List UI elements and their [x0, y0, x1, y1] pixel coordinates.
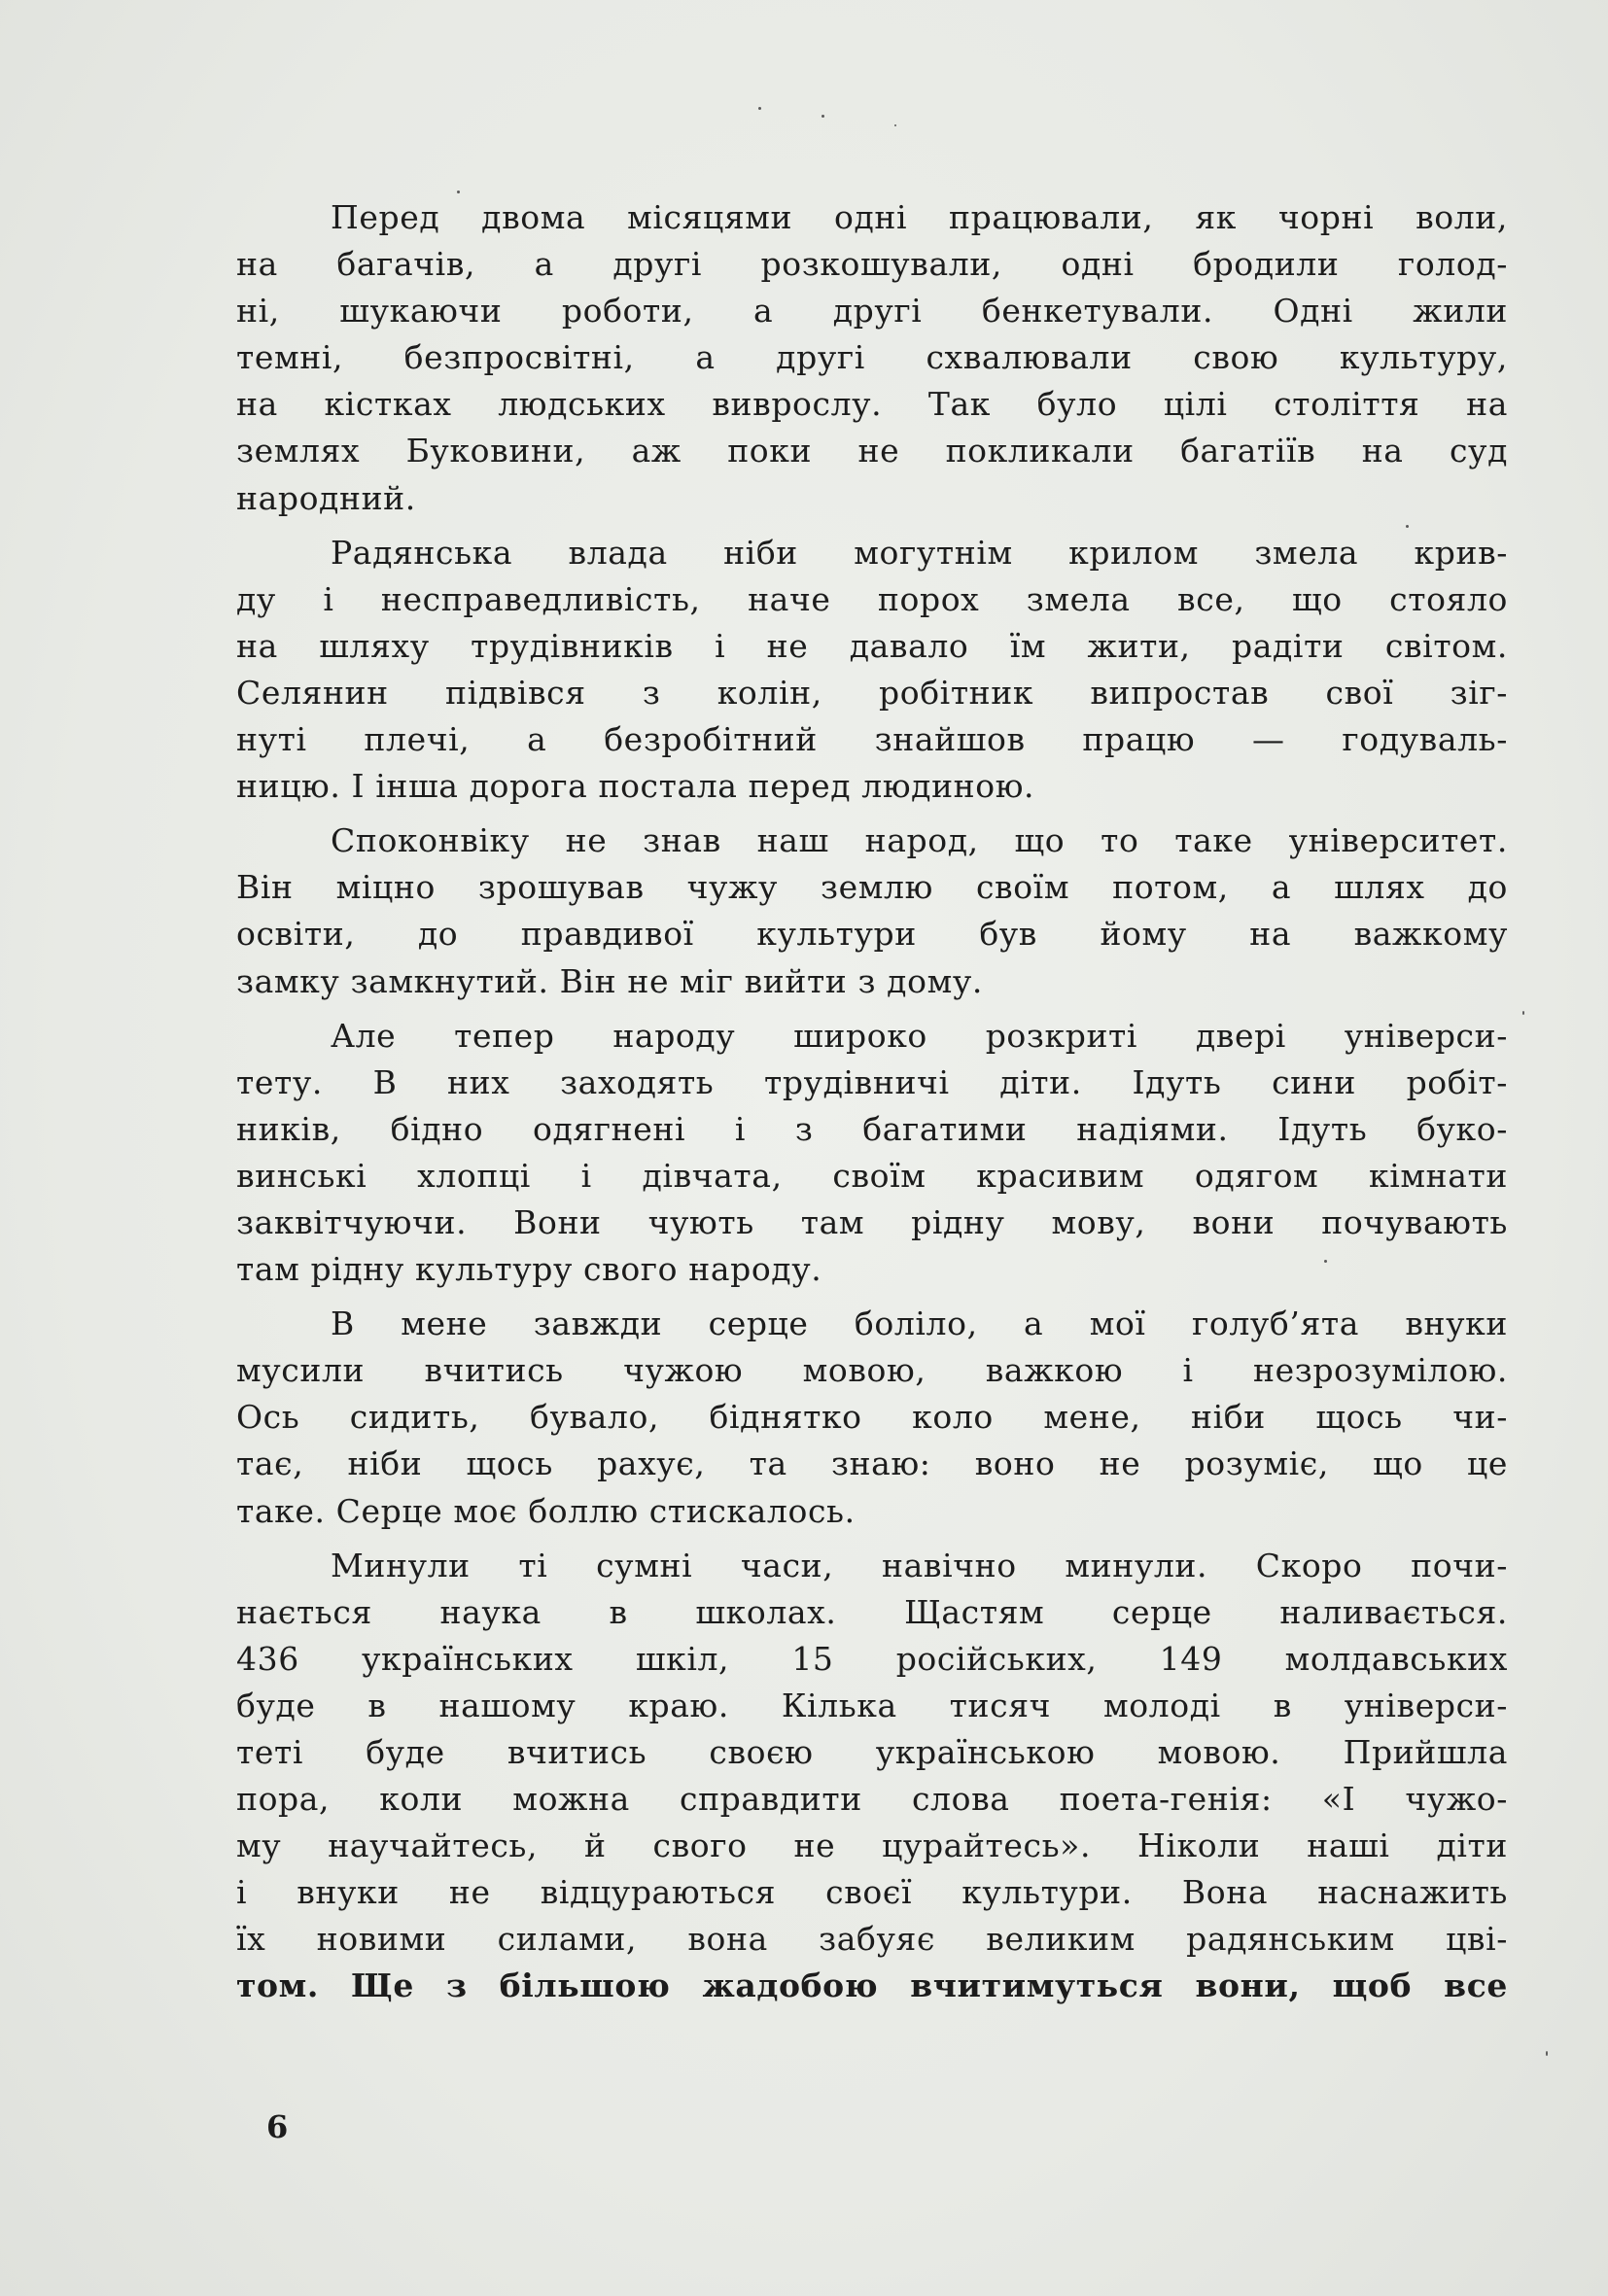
- text-line: мусили вчитись чужою мовою, важкою і незрозумілою.: [236, 1351, 1508, 1390]
- text-line: там рідну культуру свого народу.: [236, 1250, 822, 1289]
- text-line: ду і несправедливість, наче порох змела все, що стояло: [236, 579, 1508, 618]
- text-line: Селянин підвівся з колін, робітник випростав свої зіг-: [236, 673, 1508, 712]
- text-line: таке. Серце моє боллю стискалось.: [236, 1491, 856, 1530]
- text-line: нуті плечі, а безробітний знайшов працю — годуваль-: [236, 720, 1508, 759]
- text-line: пора, коли можна справдити слова поета-генія: «І чужо-: [236, 1780, 1508, 1819]
- text-line: В мене завжди серце боліло, а мої голуб’ята внуки: [331, 1305, 1508, 1343]
- text-line: тету. В них заходять трудівничі діти. Ідуть сини робіт-: [236, 1062, 1508, 1101]
- text-line: нається наука в школах. Щастям серце наливається.: [236, 1592, 1508, 1631]
- paragraph: [236, 1543, 1508, 2010]
- scan-speck: [1546, 2051, 1548, 2056]
- text-line: Минули ті сумні часи, навічно минули. Скоро почи-: [331, 1546, 1508, 1584]
- paragraph: [236, 530, 1508, 811]
- text-line: тає, ніби щось рахує, та знаю: воно не розуміє, що це: [236, 1444, 1508, 1483]
- scan-speck: [894, 124, 896, 126]
- text-line: на шляху трудівників і не давало їм жити, радіти світом.: [236, 626, 1508, 665]
- scan-speck: [758, 107, 761, 110]
- text-line: замку замкнутий. Він не міг вийти з дому.: [236, 961, 983, 1000]
- text-line: теті буде вчитись своєю українською мовою. Прийшла: [236, 1733, 1508, 1771]
- text-line: Споконвіку не знав наш народ, що то таке університет.: [331, 821, 1508, 860]
- text-line: Але тепер народу широко розкриті двері універси-: [331, 1016, 1508, 1055]
- text-line: му научайтесь, й свого не цурайтесь». Ніколи наші діти: [236, 1826, 1508, 1865]
- scan-speck: [1522, 1011, 1524, 1015]
- paragraph: [236, 194, 1508, 522]
- text-line: землях Буковини, аж поки не покликали багатіїв на суд: [236, 432, 1508, 470]
- text-line: і внуки не відцураються своєї культури. Вона наснажить: [236, 1873, 1508, 1912]
- text-line: Перед двома місяцями одні працювали, як чорні воли,: [331, 198, 1508, 236]
- text-line: 436 українських шкіл, 15 російських, 149 молдавських: [236, 1639, 1508, 1678]
- body-text: [236, 194, 1508, 2010]
- page-number: 6: [266, 2108, 289, 2145]
- text-line: на багачів, а другі розкошували, одні бродили голод-: [236, 245, 1508, 284]
- text-line: буде в нашому краю. Кілька тисяч молоді в універси-: [236, 1686, 1508, 1724]
- text-line: ницю. І інша дорога постала перед людиною.: [236, 767, 1035, 806]
- scan-speck: [821, 115, 824, 118]
- text-line: Він міцно зрошував чужу землю своїм потом, а шлях до: [236, 868, 1508, 907]
- text-line: ників, бідно одягнені і з багатими надіями. Ідуть буко-: [236, 1109, 1508, 1148]
- paragraph: [236, 1013, 1508, 1294]
- scan-speck: [457, 191, 460, 193]
- text-line: на кістках людських виврослу. Так було цілі століття на: [236, 385, 1508, 424]
- text-line: народний.: [236, 478, 416, 517]
- text-line: освіти, до правдивої культури був йому на важкому: [236, 915, 1508, 954]
- scan-speck: [1324, 1260, 1327, 1263]
- paragraph: [236, 818, 1508, 1004]
- text-line: ні, шукаючи роботи, а другі бенкетували. Одні жили: [236, 292, 1508, 330]
- text-line: Радянська влада ніби могутнім крилом змела крив-: [331, 533, 1508, 572]
- paragraph: [236, 1301, 1508, 1534]
- text-line: том. Ще з більшою жадобою вчитимуться вони, щоб все: [236, 1966, 1508, 2005]
- text-line: їх новими силами, вона забуяє великим радянським цві-: [236, 1920, 1508, 1959]
- text-line: Ось сидить, бувало, біднятко коло мене, ніби щось чи-: [236, 1398, 1508, 1437]
- scan-speck: [1406, 525, 1409, 528]
- text-line: темні, безпросвітні, а другі схвалювали свою культуру,: [236, 338, 1508, 377]
- text-line: заквітчуючи. Вони чують там рідну мову, вони почувають: [236, 1202, 1508, 1241]
- text-line: винські хлопці і дівчата, своїм красивим одягом кімнати: [236, 1156, 1508, 1195]
